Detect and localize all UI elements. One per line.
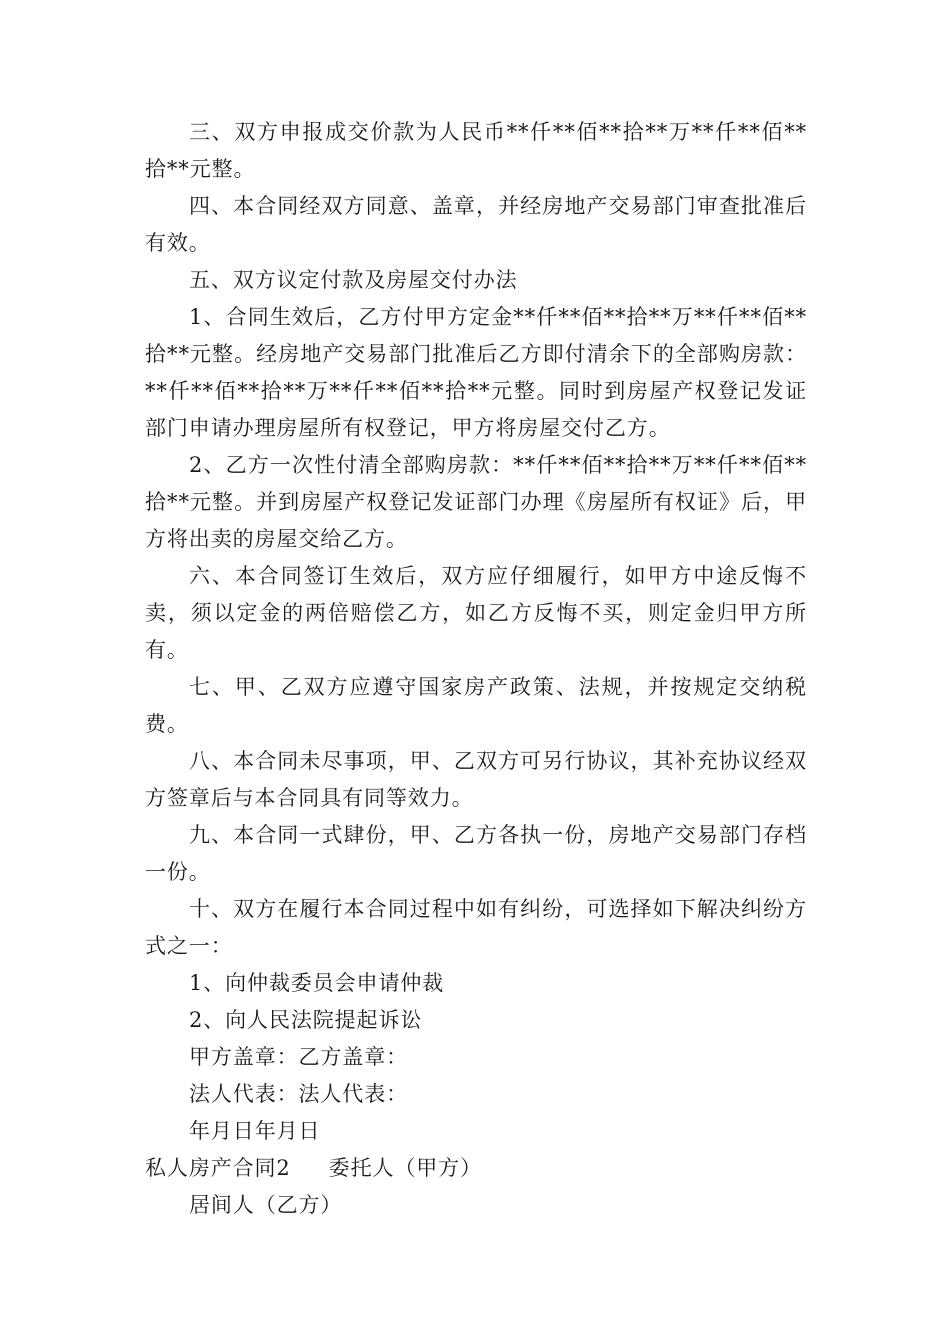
intermediary-party-label: 居间人（乙方） [189,1193,343,1217]
clause-10-disputes: 十、双方在履行本合同过程中如有纠纷，可选择如下解决纠纷方式之一： [145,897,807,958]
clause-5-item-1: 1、合同生效后，乙方付甲方定金**仟**佰**拾**万**仟**佰**拾**元整。经房地产交易部门批准后乙方即付清余下的全部购房款：**仟**佰**拾**万**仟**佰**拾**元整。同时到房屋产权登记发证部门申请办理房屋所有权登记，甲方将房屋交付乙方。 [145,305,807,440]
clause-5-payment-heading: 五、双方议定付款及房屋交付办法 [189,268,518,292]
dispute-option-litigation: 2、向人民法院提起诉讼 [189,1008,423,1032]
clause-8-supplement: 八、本合同未尽事项，甲、乙双方可另行协议，其补充协议经双方签章后与本合同具有同等效力。 [145,749,807,810]
clause-6-breach: 六、本合同签订生效后，双方应仔细履行，如甲方中途反悔不卖，须以定金的两倍赔偿乙方，如乙方反悔不买，则定金归甲方所有。 [145,564,807,662]
dispute-option-arbitration: 1、向仲裁委员会申请仲裁 [189,971,445,995]
clause-3-price: 三、双方申报成交价款为人民币**仟**佰**拾**万**仟**佰**拾**元整。 [145,120,807,181]
date-line: 年月日年月日 [189,1119,321,1143]
clause-7-taxes: 七、甲、乙双方应遵守国家房产政策、法规，并按规定交纳税费。 [145,675,807,736]
clause-4-validity: 四、本合同经双方同意、盖章，并经房地产交易部门审查批准后有效。 [145,194,807,255]
next-contract-header [145,1150,807,1187]
clause-9-copies: 九、本合同一式肆份，甲、乙方各执一份，房地产交易部门存档一份。 [145,823,807,884]
legal-representative-line: 法人代表：法人代表： [189,1082,408,1106]
next-contract-title: 私人房产合同2 [145,1156,291,1180]
contract-body [145,114,807,1224]
seal-line: 甲方盖章：乙方盖章： [189,1045,408,1069]
clause-5-item-2: 2、乙方一次性付清全部购房款：**仟**佰**拾**万**仟**佰**拾**元整。并到房屋产权登记发证部门办理《房屋所有权证》后，甲方将出卖的房屋交给乙方。 [145,453,807,551]
principal-party-label: 委托人（甲方） [328,1156,482,1180]
